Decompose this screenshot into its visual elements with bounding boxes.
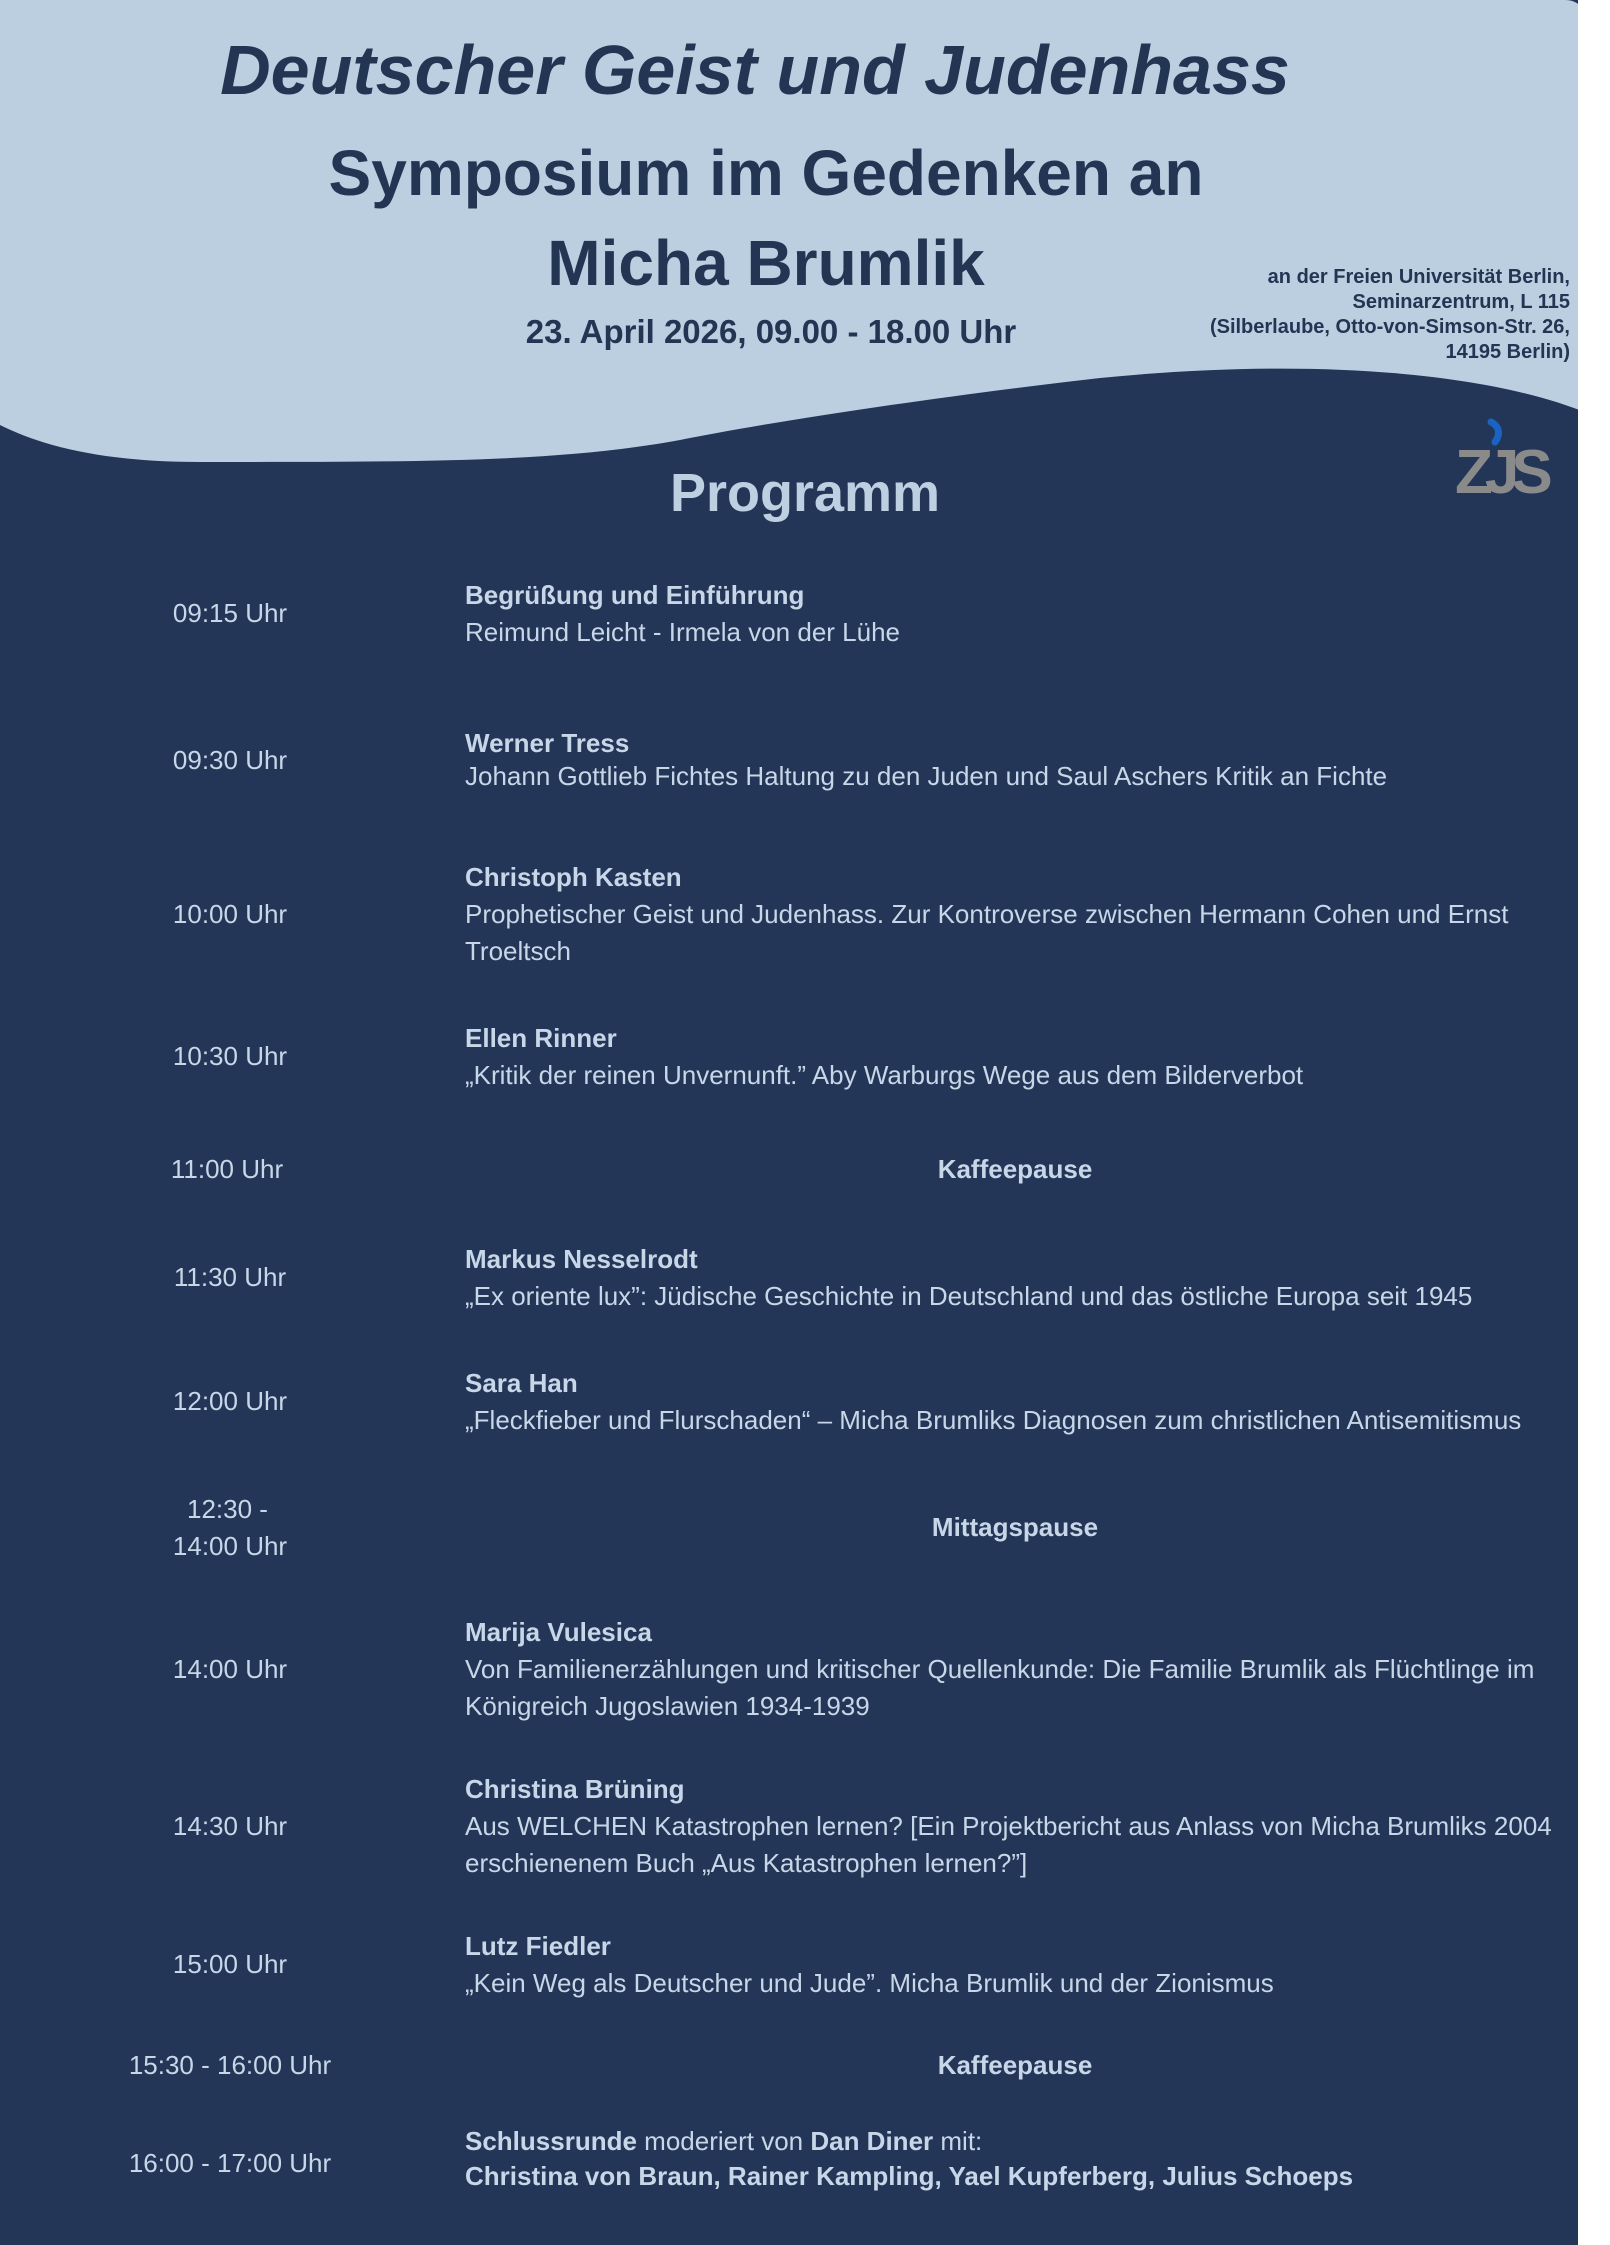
time-line: 12:30 - <box>187 1494 268 1524</box>
item-title: „Ex oriente lux”: Jüdische Geschichte in Deutschland und das östliche Europa seit 1945 <box>465 1281 1473 1311</box>
item-speaker: Sara Han <box>465 1368 578 1398</box>
item-content <box>465 1614 1560 1725</box>
closing-line <box>465 2124 1560 2159</box>
item-speaker: Ellen Rinner <box>465 1023 617 1053</box>
subtitle-line-1: Symposium im Gedenken an <box>328 137 1204 209</box>
event-date: 23. April 2026, 09.00 - 18.00 Uhr <box>525 313 1017 350</box>
item-content <box>465 1365 1560 1439</box>
closing-panelists: Christina von Braun, Rainer Kampling, Yael Kupferberg, Julius Schoeps <box>465 2161 1354 2191</box>
item-speaker: Begrüßung und Einführung <box>465 580 805 610</box>
logo-text: ZJS <box>1455 438 1545 507</box>
item-title: Aus WELCHEN Katastrophen lernen? [Ein Projektbericht aus Anlass von Micha Brumliks 2004 erschienenem Buch „Aus Katastrophen lernen?”] <box>465 1811 1552 1878</box>
program-heading: Programm <box>669 463 941 523</box>
venue-line: 14195 Berlin) <box>1445 341 1570 363</box>
item-speaker: Christoph Kasten <box>465 862 682 892</box>
item-title: Von Familienerzählungen und kritischer Quellenkunde: Die Familie Brumlik als Flüchtlinge im Königreich Jugoslawien 1934-1939 <box>465 1654 1535 1721</box>
venue-line: an der Freien Universität Berlin, <box>1267 266 1570 288</box>
item-time <box>90 1491 370 1565</box>
item-content <box>465 1928 1560 2002</box>
break-label: Mittagspause <box>931 1512 1099 1542</box>
item-speaker: Lutz Fiedler <box>465 1931 611 1961</box>
item-speaker: Werner Tress <box>465 728 630 758</box>
item-title: Johann Gottlieb Fichtes Haltung zu den Juden und Saul Aschers Kritik an Fichte <box>465 761 1388 791</box>
subtitle-line-2: Micha Brumlik <box>547 227 985 299</box>
closing-label: Schlussrunde <box>465 2126 637 2156</box>
page-edge <box>1578 0 1587 2245</box>
venue-address <box>1050 265 1570 365</box>
item-speaker: Marija Vulesica <box>465 1617 652 1647</box>
closing-with: mit: <box>933 2126 983 2156</box>
venue-line: (Silberlaube, Otto-von-Simson-Str. 26, <box>1209 316 1570 338</box>
item-time: 15:30 - 16:00 Uhr <box>128 2050 332 2080</box>
item-time: 11:30 Uhr <box>173 1262 287 1292</box>
item-time: 15:00 Uhr <box>172 1949 288 1979</box>
item-title: „Kritik der reinen Unvernunft.” Aby Warburgs Wege aus dem Bilderverbot <box>465 1060 1304 1090</box>
item-time: 16:00 - 17:00 Uhr <box>128 2148 332 2178</box>
main-title: Deutscher Geist und Judenhass <box>220 31 1290 109</box>
item-time: 12:00 Uhr <box>172 1386 288 1416</box>
item-content <box>465 2124 1560 2194</box>
venue-line: Seminarzentrum, L 115 <box>1352 291 1570 313</box>
item-content <box>465 1241 1560 1315</box>
item-time: 14:00 Uhr <box>172 1654 288 1684</box>
item-time: 10:30 Uhr <box>172 1041 288 1071</box>
item-content <box>465 859 1560 970</box>
item-time: 14:30 Uhr <box>172 1811 288 1841</box>
break-label: Kaffeepause <box>937 1154 1093 1184</box>
item-time: 11:00 Uhr <box>170 1154 284 1184</box>
closing-moderator: Dan Diner <box>810 2126 934 2156</box>
item-content <box>465 577 1560 651</box>
break-label: Kaffeepause <box>937 2050 1093 2080</box>
closing-moderated-by: moderiert von <box>636 2126 811 2156</box>
time-line: 14:00 Uhr <box>172 1531 288 1561</box>
item-content <box>465 1020 1560 1094</box>
item-title: „Fleckfieber und Flurschaden“ – Micha Brumliks Diagnosen zum christlichen Antisemitismus <box>465 1405 1522 1435</box>
item-time: 09:30 Uhr <box>172 745 288 775</box>
item-time: 10:00 Uhr <box>172 899 288 929</box>
item-content <box>465 725 1560 795</box>
item-title: Prophetischer Geist und Judenhass. Zur Kontroverse zwischen Hermann Cohen und Ernst Troeltsch <box>465 899 1509 966</box>
item-title: Reimund Leicht - Irmela von der Lühe <box>465 617 901 647</box>
item-speaker: Christina Brüning <box>465 1774 685 1804</box>
item-title: „Kein Weg als Deutscher und Jude”. Micha Brumlik und der Zionismus <box>465 1968 1274 1998</box>
item-speaker: Markus Nesselrodt <box>465 1244 698 1274</box>
item-time: 09:15 Uhr <box>172 598 288 628</box>
item-content <box>465 1771 1560 1882</box>
